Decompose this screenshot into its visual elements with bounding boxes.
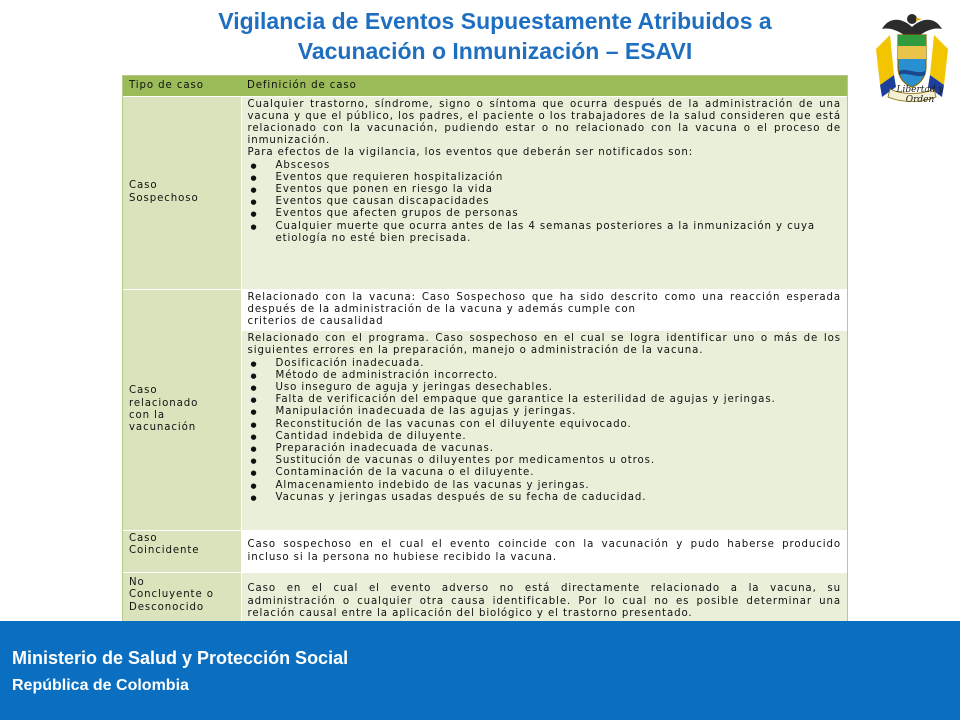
page-title-line1: Vigilancia de Eventos Supuestamente Atribuidos a [218, 8, 772, 34]
case-type-text: Sospechoso [129, 192, 199, 204]
list-item: ● Contaminación de la vacuna o el diluyente. [248, 467, 842, 479]
definition-text: Relacionado con el programa. Caso sospechoso en el cual se logra identificar uno o más de los siguientes errores en la preparación, manejo o administración de la vacuna. [247, 333, 841, 357]
list-item: ● Eventos que causan discapacidades [248, 196, 842, 208]
list-item: ● Eventos que requieren hospitalización [248, 172, 842, 184]
case-type-relacionado [123, 289, 241, 531]
table-header-row [123, 76, 847, 96]
list-item: ● Vacunas y jeringas usadas después de su fecha de caducidad. [248, 492, 842, 504]
case-definition-relacionado-vacuna [241, 289, 847, 331]
case-type-text: Caso [129, 533, 158, 545]
case-type-coincidente [123, 531, 241, 573]
case-type-text: Coincidente [129, 545, 200, 557]
case-definition-relacionado-programa [241, 331, 847, 531]
table-row [123, 289, 847, 331]
definition-text: Relacionado con la vacuna: Caso Sospechoso que ha sido descrito como una reacción esperada después de la administración de la vacuna y además cumple con [247, 291, 841, 315]
case-type-text: relacionado [129, 397, 199, 409]
esavi-case-table [122, 75, 848, 632]
page-title-line2: Vacunación o Inmunización – ESAVI [297, 38, 693, 64]
case-type-text: con la [129, 409, 166, 421]
definition-text: Cualquier trastorno, síndrome, signo o síntoma que ocurra después de la administración de una vacuna y que el público, los padres, el paciente o los trabajadores de la salud consideren que está relacionado con la vacunación, pudiendo estar o no relacionado con la vacuna o el proceso de inmunización. [247, 98, 841, 147]
list-item: ● Dosificación inadecuada. [248, 358, 842, 370]
case-definition-sospechoso [241, 96, 847, 289]
case-type-text: vacunación [129, 422, 197, 433]
case-type-text: Caso [129, 180, 158, 192]
case-type-text: Concluyente o [129, 589, 214, 601]
page-title [100, 6, 890, 66]
list-item: ● Eventos que afecten grupos de personas [248, 208, 842, 220]
case-type-sospechoso [123, 96, 241, 289]
header-definicion-de-caso: Definición de caso [241, 76, 847, 96]
list-item: ● Almacenamiento indebido de las vacunas y jeringas. [248, 480, 842, 492]
list-item: ● Cantidad indebida de diluyente. [248, 431, 842, 443]
definition-lead: Para efectos de la vigilancia, los eventos que deberán ser notificados son: [247, 147, 694, 159]
ministry-name: Ministerio de Salud y Protección Social [12, 648, 349, 668]
list-item: ● Abscesos [248, 160, 842, 172]
table-row [123, 96, 847, 289]
definition-text: Caso en el cual el evento adverso no está directamente relacionado a la vacuna, su administración o cualquier otra causa identificable. Por lo cual no es posible determinar una relación causal entre la aplicación del biológico y el trastorno presentado. [247, 583, 841, 619]
definition-text: criterios de causalidad [247, 315, 384, 327]
list-item: ● Uso inseguro de aguja y jeringas desechables. [248, 382, 842, 394]
footer-bar [0, 621, 960, 720]
list-item: ● Eventos que ponen en riesgo la vida [248, 184, 842, 196]
country-name: República de Colombia [12, 677, 189, 694]
case-definition-coincidente [241, 531, 847, 573]
notifiable-events-list [248, 160, 842, 245]
case-type-text: Caso [129, 385, 158, 397]
case-type-text: No [129, 577, 145, 589]
list-item: ● Sustitución de vacunas o diluyentes por medicamentos u otros. [248, 455, 842, 467]
list-item: ● Manipulación inadecuada de las agujas y jeringas. [248, 406, 842, 418]
case-type-text: Desconocido [129, 601, 204, 613]
list-item: ● Cualquier muerte que ocurra antes de las 4 semanas posteriores a la inmunización y cuya etiología no esté bien precisada. [248, 221, 842, 245]
table-row [123, 531, 847, 573]
national-motto: Libertad y Orden [896, 85, 944, 105]
list-item: ● Método de administración incorrecto. [248, 370, 842, 382]
list-item: ● Reconstitución de las vacunas con el diluyente equivocado. [248, 419, 842, 431]
list-item: ● Preparación inadecuada de vacunas. [248, 443, 842, 455]
header-tipo-de-caso: Tipo de caso [123, 76, 241, 96]
program-errors-list [248, 358, 842, 504]
list-item: ● Falta de verificación del empaque que garantice la esterilidad de agujas y jeringas. [248, 394, 842, 406]
definition-text: Caso sospechoso en el cual el evento coincide con la vacunación y pudo haberse producido incluso si la persona no hubiese recibido la vacuna. [247, 539, 841, 563]
